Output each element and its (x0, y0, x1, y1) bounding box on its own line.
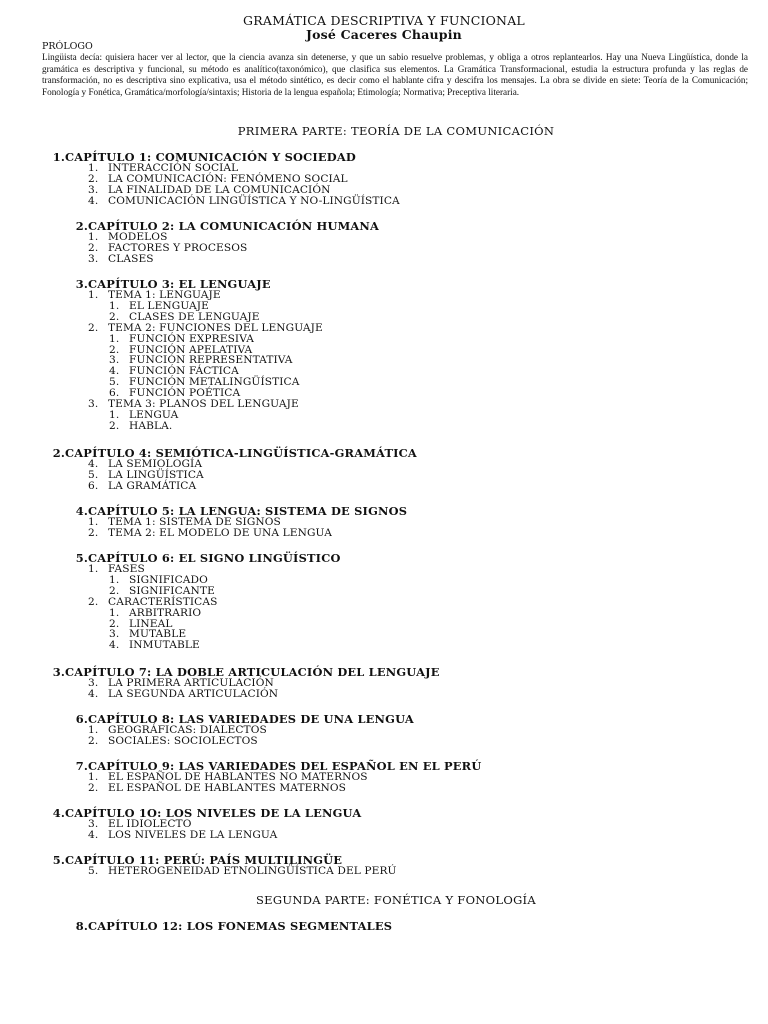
item-number: 2. (88, 526, 99, 539)
chapter-number: 5. (75, 551, 88, 565)
item-number: 2. (88, 241, 99, 254)
item-number: 1. (88, 231, 99, 243)
item-text: GEOGRÁFICAS: DIALECTOS (108, 724, 267, 736)
item-number: 3. (109, 628, 120, 641)
item-number: 2. (88, 321, 99, 334)
topic-item (88, 399, 299, 410)
item-number: 1. (88, 724, 99, 736)
item-number: 1. (88, 771, 99, 783)
chapter-title: CAPÍTULO 2: LA COMUNICACIÓN HUMANA (88, 219, 380, 233)
topic-item (88, 830, 277, 841)
item-text: FUNCIÓN APELATIVA (129, 343, 253, 356)
part-heading: PRIMERA PARTE: TEORÍA DE LA COMUNICACIÓN (237, 124, 555, 138)
prologo-text: Lingüista decía: quisiera hacer ver al lector, que la ciencia avanza sin detenerse, y que un sabio resuelve problemas, y obliga a otros replantearlos. Hay una Nueva Lingüística, donde la gramática es descriptiva y funcional, su método es analítico(taxonómico), que clasifica sus elementos. La Gramática Transformacional, estudia la estructura profunda y las reglas de transformación, no es descriptiva sino explicativa, usa el método sintético, es decir como el hablante cifra y descifra los mensajes. La obra se divide en siete: Teoría de la Comunicación; Fonología y Fonética, Gramática/morfología/sintaxis; Historia de la lengua española; Etimología; Normativa; Preceptiva literaria. (42, 52, 748, 97)
item-number: 2. (88, 734, 99, 747)
item-number: 2. (109, 584, 120, 597)
item-text: LA GRAMÁTICA (108, 479, 197, 492)
topic-item (88, 736, 258, 747)
item-text: FUNCIÓN FÁCTICA (129, 365, 239, 378)
item-number: 1. (109, 299, 120, 312)
item-text: FUNCIÓN POÉTICA (129, 387, 241, 400)
item-text: SIGNIFICADO (129, 573, 208, 586)
chapter-number: 2. (75, 219, 88, 233)
item-number: 4. (88, 687, 99, 700)
topic-item (88, 528, 332, 539)
document-author: José Caceres Chaupin (306, 27, 462, 42)
subtopic-item (109, 421, 172, 432)
item-number: 6. (88, 479, 99, 492)
item-text: LA LINGÜÍSTICA (108, 468, 204, 481)
chapter-title: CAPÍTULO 7: LA DOBLE ARTICULACIÓN DEL LENGUAJE (65, 665, 440, 679)
item-number: 1. (109, 606, 120, 619)
item-number: 2. (109, 310, 120, 323)
item-text: HETEROGENEIDAD ETNOLINGÜÍSTICA DEL PERÚ (108, 865, 397, 877)
topic-item (88, 866, 397, 877)
item-number: 5. (88, 865, 99, 877)
part-heading: SEGUNDA PARTE: FONÉTICA Y FONOLOGÍA (255, 893, 536, 907)
item-text: INTERACCIÓN SOCIAL (108, 162, 239, 174)
item-text: FUNCIÓN EXPRESIVA (129, 332, 254, 345)
item-number: 1. (88, 289, 99, 301)
item-text: LOS NIVELES DE LA LENGUA (108, 828, 278, 841)
chapter-heading (42, 446, 417, 460)
item-text: COMUNICACIÓN LINGÜÍSTICA Y NO-LINGÜÍSTICA (108, 194, 400, 207)
item-number: 4. (88, 194, 99, 207)
item-number: 4. (109, 639, 120, 652)
document-title: GRAMÁTICA DESCRIPTIVA Y FUNCIONAL (243, 13, 525, 28)
item-text: FACTORES Y PROCESOS (108, 241, 248, 254)
item-text: EL LENGUAJE (129, 299, 209, 312)
item-text: CLASES (108, 252, 154, 265)
item-text: TEMA 1: SISTEMA DE SIGNOS (108, 516, 281, 528)
item-text: LINEAL (129, 617, 173, 630)
chapter-title: CAPÍTULO 11: PERÚ: PAÍS MULTILINGÜE (65, 853, 343, 867)
item-text: EL ESPAÑOL DE HABLANTES NO MATERNOS (108, 771, 368, 783)
topic-item (88, 196, 400, 207)
item-text: LENGUA (129, 408, 179, 421)
prologo-heading: PRÓLOGO (42, 41, 93, 52)
item-text: SIGNIFICANTE (129, 584, 215, 597)
item-text: TEMA 3: PLANOS DEL LENGUAJE (108, 398, 299, 410)
chapter-number: 3. (52, 665, 65, 679)
item-text: EL IDIOLECTO (108, 818, 192, 830)
item-text: FUNCIÓN METALINGÜÍSTICA (129, 376, 300, 389)
chapter-number: 6. (75, 712, 88, 726)
item-number: 5. (109, 376, 120, 389)
item-number: 2. (109, 419, 120, 432)
item-number: 4. (88, 458, 99, 470)
chapter-title: CAPÍTULO 5: LA LENGUA: SISTEMA DE SIGNOS (88, 504, 408, 518)
item-text: LA SEGUNDA ARTICULACIÓN (108, 687, 279, 700)
item-text: LA PRIMERA ARTICULACIÓN (108, 677, 274, 689)
chapter-number: 3. (75, 277, 88, 291)
chapter-heading (65, 919, 392, 933)
item-text: TEMA 1: LENGUAJE (108, 289, 221, 301)
chapter-title: CAPÍTULO 12: LOS FONEMAS SEGMENTALES (88, 919, 393, 933)
item-text: LA COMUNICACIÓN: FENÓMENO SOCIAL (108, 172, 348, 185)
item-number: 2. (109, 343, 120, 356)
item-text: TEMA 2: EL MODELO DE UNA LENGUA (108, 526, 332, 539)
item-number: 2. (88, 781, 99, 794)
chapter-number: 1. (52, 150, 65, 164)
subtopic-item (109, 640, 200, 651)
chapter-title: CAPÍTULO 6: EL SIGNO LINGÜÍSTICO (88, 551, 341, 565)
item-number: 5. (88, 468, 99, 481)
chapter-heading (65, 551, 341, 565)
item-number: 3. (88, 252, 99, 265)
item-text: INMUTABLE (129, 639, 200, 652)
topic-item (88, 481, 196, 492)
item-number: 6. (109, 387, 120, 400)
item-text: SOCIALES: SOCIOLECTOS (108, 734, 258, 747)
item-number: 2. (88, 172, 99, 185)
topic-item (88, 254, 154, 265)
chapter-title: CAPÍTULO 3: EL LENGUAJE (88, 277, 271, 291)
chapter-number: 4. (75, 504, 88, 518)
item-text: TEMA 2: FUNCIONES DEL LENGUAJE (108, 321, 323, 334)
item-number: 1. (109, 573, 120, 586)
item-text: MUTABLE (129, 628, 187, 641)
item-text: FASES (108, 563, 145, 575)
item-number: 1. (109, 332, 120, 345)
item-text: CLASES DE LENGUAJE (129, 310, 260, 323)
item-number: 2. (88, 595, 99, 608)
chapter-number: 7. (75, 759, 88, 773)
chapter-number: 2. (52, 446, 65, 460)
item-text: EL ESPAÑOL DE HABLANTES MATERNOS (108, 781, 347, 794)
topic-item (88, 783, 346, 794)
item-number: 1. (88, 162, 99, 174)
item-text: ARBITRARIO (129, 606, 202, 619)
item-number: 1. (88, 516, 99, 528)
item-number: 3. (88, 677, 99, 689)
chapter-title: CAPÍTULO 8: LAS VARIEDADES DE UNA LENGUA (88, 712, 414, 726)
chapter-number: 4. (52, 806, 65, 820)
item-text: LA FINALIDAD DE LA COMUNICACIÓN (108, 183, 331, 196)
topic-item (88, 689, 278, 700)
chapter-title: CAPÍTULO 9: LAS VARIEDADES DEL ESPAÑOL EN EL PERÚ (88, 759, 482, 773)
item-number: 1. (109, 408, 120, 421)
chapter-number: 5. (52, 853, 65, 867)
item-text: MODELOS (108, 231, 168, 243)
chapter-title: CAPÍTULO 4: SEMIÓTICA-LINGÜÍSTICA-GRAMÁTICA (65, 446, 417, 460)
item-text: CARACTERÍSTICAS (108, 595, 218, 608)
item-number: 3. (88, 183, 99, 196)
item-text: HABLA. (129, 419, 173, 432)
item-number: 4. (88, 828, 99, 841)
item-number: 3. (88, 818, 99, 830)
item-text: FUNCIÓN REPRESENTATIVA (129, 354, 293, 367)
item-number: 3. (109, 354, 120, 367)
item-number: 1. (88, 563, 99, 575)
item-text: LA SEMIOLOGÍA (108, 458, 203, 470)
item-number: 2. (109, 617, 120, 630)
chapter-title: CAPÍTULO 1O: LOS NIVELES DE LA LENGUA (65, 806, 362, 820)
chapter-number: 8. (75, 919, 88, 933)
chapter-title: CAPÍTULO 1: COMUNICACIÓN Y SOCIEDAD (65, 150, 356, 164)
item-number: 3. (88, 398, 99, 410)
item-number: 4. (109, 365, 120, 378)
